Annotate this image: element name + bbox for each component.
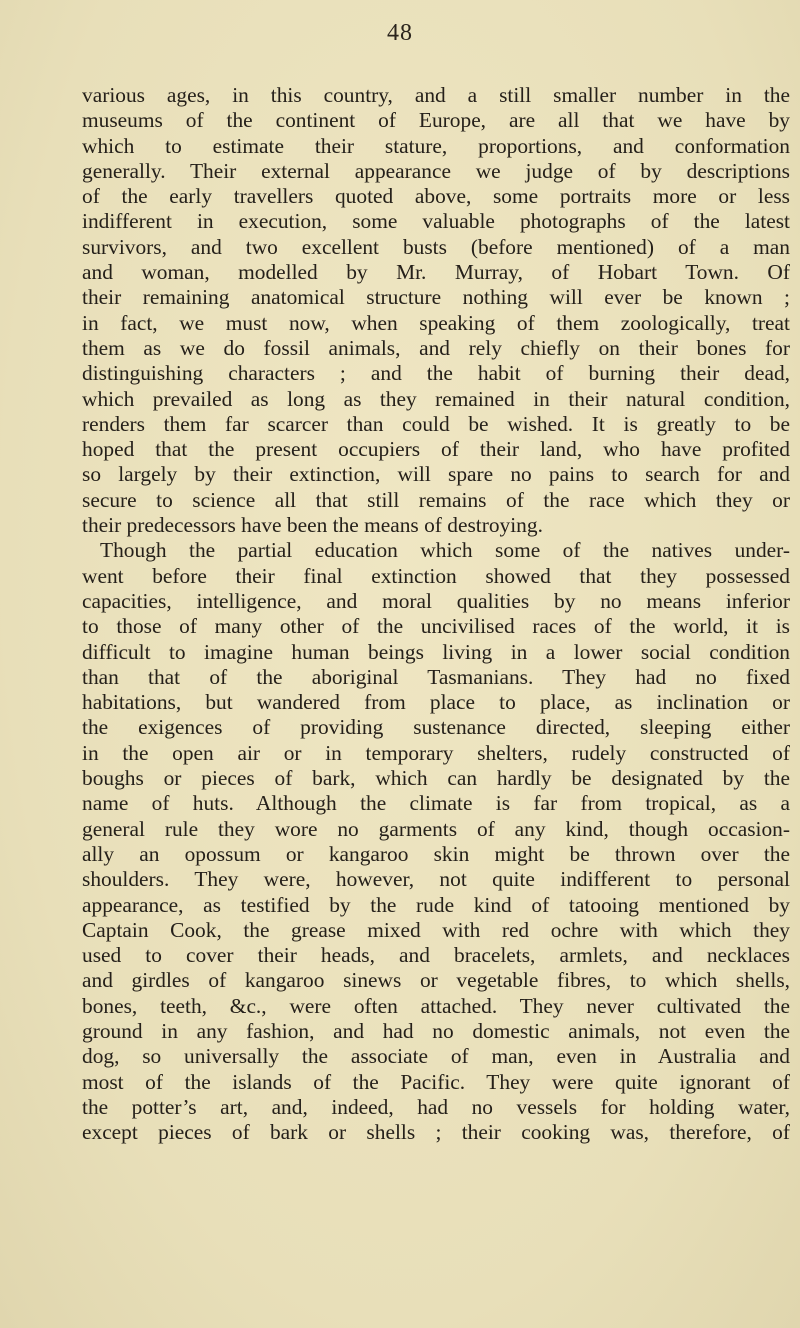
text-line: and girdles of kangaroo sinews or vegetable fibres, to which shells,	[82, 968, 790, 993]
text-line: generally. Their external appearance we judge of by descriptions	[82, 158, 790, 183]
text-line: ally an opossum or kangaroo skin might be thrown over the	[82, 841, 790, 866]
text-line: which prevailed as long as they remained in their natural condition,	[82, 386, 790, 411]
text-line: shoulders. They were, however, not quite indifferent to personal	[82, 867, 790, 892]
text-line: of the early travellers quoted above, some portraits more or less	[82, 184, 790, 209]
text-line: indifferent in execution, some valuable photographs of the latest	[82, 209, 790, 234]
text-line: their predecessors have been the means of destroying.	[82, 513, 543, 538]
text-line: difficult to imagine human beings living in a lower social condition	[82, 639, 790, 664]
text-line: than that of the aboriginal Tasmanians. They had no fixed	[82, 664, 790, 689]
text-line: Though the partial education which some of the natives under-	[100, 538, 790, 563]
text-line: survivors, and two excellent busts (before mentioned) of a man	[82, 234, 790, 259]
text-line: secure to science all that still remains of the race which they or	[82, 487, 790, 512]
text-line: in the open air or in temporary shelters, rudely constructed of	[82, 740, 790, 765]
text-line: boughs or pieces of bark, which can hardly be designated by the	[82, 766, 790, 791]
text-line: to those of many other of the uncivilised races of the world, it is	[82, 614, 790, 639]
text-line: distinguishing characters ; and the habit of burning their dead,	[82, 361, 790, 386]
text-line: capacities, intelligence, and moral qualities by no means inferior	[82, 588, 790, 613]
text-line: most of the islands of the Pacific. They were quite ignorant of	[82, 1069, 790, 1094]
text-line: their remaining anatomical structure nothing will ever be known ;	[82, 285, 790, 310]
text-line: used to cover their heads, and bracelets, armlets, and necklaces	[82, 943, 790, 968]
text-line: habitations, but wandered from place to place, as inclination or	[82, 690, 790, 715]
body-text	[82, 83, 790, 1145]
text-line: name of huts. Although the climate is far from tropical, as a	[82, 791, 790, 816]
text-line: museums of the continent of Europe, are all that we have by	[82, 108, 790, 133]
text-line: except pieces of bark or shells ; their cooking was, therefore, of	[82, 1120, 790, 1145]
text-line: and woman, modelled by Mr. Murray, of Hobart Town. Of	[82, 260, 790, 285]
text-line: the potter’s art, and, indeed, had no vessels for holding water,	[82, 1094, 790, 1119]
text-line: them as we do fossil animals, and rely chiefly on their bones for	[82, 335, 790, 360]
text-line: ground in any fashion, and had no domestic animals, not even the	[82, 1018, 790, 1043]
text-line: general rule they wore no garments of any kind, though occasion-	[82, 816, 790, 841]
text-line: the exigences of providing sustenance directed, sleeping either	[82, 715, 790, 740]
text-line: dog, so universally the associate of man, even in Australia and	[82, 1044, 790, 1069]
text-line: various ages, in this country, and a still smaller number in the	[82, 83, 790, 107]
text-line: bones, teeth, &c., were often attached. They never cultivated the	[82, 993, 790, 1018]
text-line: appearance, as testified by the rude kind of tatooing mentioned by	[82, 892, 790, 917]
text-line: so largely by their extinction, will spare no pains to search for and	[82, 462, 790, 487]
text-line: in fact, we must now, when speaking of them zoologically, treat	[82, 310, 790, 335]
text-line: hoped that the present occupiers of their land, who have profited	[82, 437, 790, 462]
text-line: which to estimate their stature, proportions, and conformation	[82, 133, 790, 158]
text-line: Captain Cook, the grease mixed with red ochre with which they	[82, 917, 790, 942]
text-line: went before their final extinction showed that they possessed	[82, 563, 790, 588]
page-number: 48	[387, 20, 413, 46]
text-line: renders them far scarcer than could be wished. It is greatly to be	[82, 411, 790, 436]
